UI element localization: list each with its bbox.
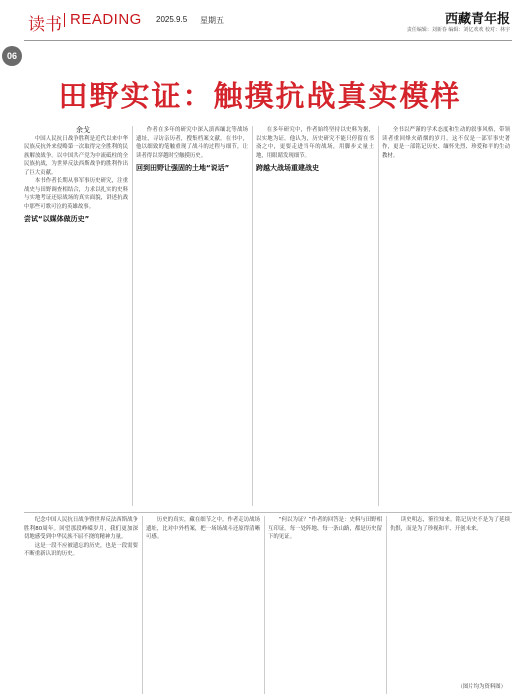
end-note: （图片均为资料图） bbox=[457, 684, 506, 690]
subheading: 尝试“以媒体做历史” bbox=[24, 215, 90, 224]
issue-weekday: 星期五 bbox=[200, 16, 224, 25]
lower-column-2 bbox=[146, 516, 260, 694]
paragraph: 作者在多年的研究中深入滇西缅北等战场遗址，寻访亲历者，搜集档案文献。在书中，他以细致的笔触重现了战斗的过程与细节，让读者得以穿越时空触摸历史。 bbox=[136, 127, 248, 159]
paragraph: 纪念中国人民抗日战争暨世界反法西斯战争胜利80周年。回望那段峥嵘岁月，我们更加深切地感受到中华民族不屈不挠的精神力量。 bbox=[24, 517, 138, 541]
masthead bbox=[4, 6, 516, 40]
paragraph: 全书以严谨的学术态度和生动的叙事风格，带领读者重回烽火硝烟的岁月。这不仅是一部军事史著作，更是一部铭记历史、缅怀先烈、珍爱和平的生动教材。 bbox=[382, 127, 510, 159]
section-rule bbox=[24, 512, 512, 513]
issue-date: 2025.9.5 bbox=[156, 15, 188, 24]
section-title: 读书 bbox=[28, 15, 62, 35]
lower-column-3 bbox=[268, 516, 382, 694]
column-divider bbox=[252, 126, 253, 506]
column-divider bbox=[264, 516, 265, 694]
lower-column-1 bbox=[24, 516, 138, 694]
paragraph: 历史的真实，藏在细节之中。作者走访战场遗址，比对中外档案，把一场场战斗还原得清晰可感。 bbox=[146, 517, 260, 541]
subheading: 回到田野让强固的土地“说话” bbox=[136, 164, 230, 173]
section-divider bbox=[64, 13, 65, 27]
page-number-badge: 06 bbox=[2, 46, 22, 66]
column-divider bbox=[386, 516, 387, 694]
article-column-1 bbox=[24, 126, 128, 506]
paragraph: 这是一段不应被遗忘的历史，也是一段需要不断重新认识的历史。 bbox=[24, 542, 138, 558]
paragraph: 本书作者长期从事军事历史研究，注重战史与田野调查相结合，力求以扎实的史料与实地考证还原战场的真实面貌，讲述抗战中那些可歌可泣的英雄故事。 bbox=[24, 178, 128, 210]
subheading: 跨越大战场重建战史 bbox=[256, 164, 319, 173]
header-rule bbox=[24, 40, 512, 41]
article-column-4 bbox=[382, 126, 510, 506]
paragraph: “何以为证？”作者的回答是：史料与田野相互印证。每一处阵地、每一条山路，都是历史留下的见证。 bbox=[268, 517, 382, 541]
article-column-2 bbox=[136, 126, 248, 506]
paragraph: 读史明志，鉴往知来。铭记历史不是为了延续仇恨，而是为了珍视和平、开创未来。 bbox=[390, 517, 510, 532]
column-divider bbox=[142, 516, 143, 694]
section-title-en: READING bbox=[70, 11, 142, 28]
article-column-3 bbox=[256, 126, 374, 506]
editor-credits: 责任编辑：刘新春 编辑：刘亿欢欢 校对：林宇 bbox=[406, 27, 510, 33]
column-divider bbox=[378, 126, 379, 506]
paragraph: 中国人民抗日战争胜利是近代以来中华民族反抗外来侵略第一次取得完全胜利的民族解放战争。以中国共产党为中流砥柱的全民族抗战，为世界反法西斯战争的胜利作出了巨大贡献。 bbox=[24, 135, 128, 176]
paragraph: 在多年研究中，作者始终坚持以史料为据，以实地为证。他认为，历史研究不能只停留在书斋之中，更要走进当年的战场，用脚步丈量土地，用眼睛发现细节。 bbox=[256, 127, 374, 159]
newspaper-name: 西藏青年报 bbox=[444, 12, 510, 27]
article-author: 余戈 bbox=[76, 126, 90, 134]
article-headline: 田野实证：触摸抗战真实模样 bbox=[58, 79, 462, 113]
column-divider bbox=[132, 126, 133, 506]
lower-column-4 bbox=[390, 516, 510, 684]
